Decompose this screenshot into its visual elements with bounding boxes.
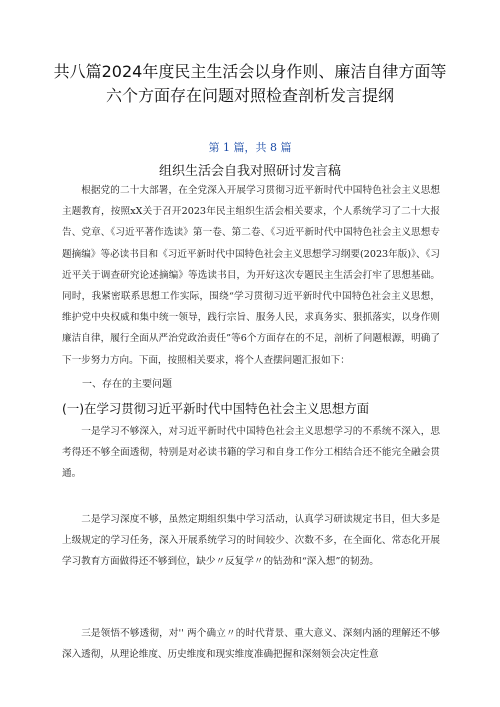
intro-paragraph: 根据党的二十大部署，在全党深入开展学习贯彻习近平新时代中国特色社会主义思想主题教育，按照xX关于召开2023年民主组织生活会相关要求，个人系统学习了二十大报告、党章、《习近平著作选读》第一卷、第二卷、《习近平新时代中国特色社会主义思想专题摘编》等必读书目和《习近平新时代中国特色社会主义思想学习纲要(2023年版)》、《习近平关于调查研究论述摘编》等选读书目，为开好这次专题民主生活会打牢了思想基础。同时，我紧密联系思想工作实际，围绕“学习贯彻习近平新时代中国特色社会主义思想，维护党中央权威和集中统一领导，践行宗旨、服务人民，求真务实、狠抓落实，以身作则廉洁自律，履行全面从严治党政治责任”等6个方面存在的不足，剖析了问题根源，明确了下一步努力方向。下面，按照相关要求，将个人查摆问题汇报如下：: [62, 185, 440, 366]
paragraph-3: 三是领悟不够透彻，对'' 两个确立〃的时代背景、重大意义、深刻内涵的理解还不够深入透彻，从理论维度、历史维度和现实维度准确把握和深刻领会决定性意: [62, 628, 440, 661]
section-heading: 一、存在的主要问题: [82, 379, 172, 390]
paragraph-1: 一是学习不够深入，对习近平新时代中国特色社会主义思想学习的不系统不深入，思考得还不够全面透彻，特别是对必读书籍的学习和自身工作分工相结合还不能完全融会贯通。: [62, 426, 440, 480]
page-indicator: 第 1 篇，共 8 篇: [208, 141, 292, 154]
document-title: 共八篇2024年度民主生活会以身作则、廉洁自律方面等六个方面存在问题对照检查剖析发言提纲: [53, 62, 447, 105]
subsection-heading: (一)在学习贯彻习近平新时代中国特色社会主义思想方面: [62, 401, 370, 416]
paragraph-2: 二是学习深度不够，虽然定期组织集中学习活动，认真学习研读规定书目，但大多是上级规定的学习任务，深入开展系统学习的时间较少、次数不多，在全面化、常态化开展学习教育方面做得还不够到位，缺少〃反复学〃的钻劲和“深入想”的韧劲。: [62, 514, 440, 568]
article-title: 组织生活会自我对照研讨发言稿: [158, 164, 341, 179]
